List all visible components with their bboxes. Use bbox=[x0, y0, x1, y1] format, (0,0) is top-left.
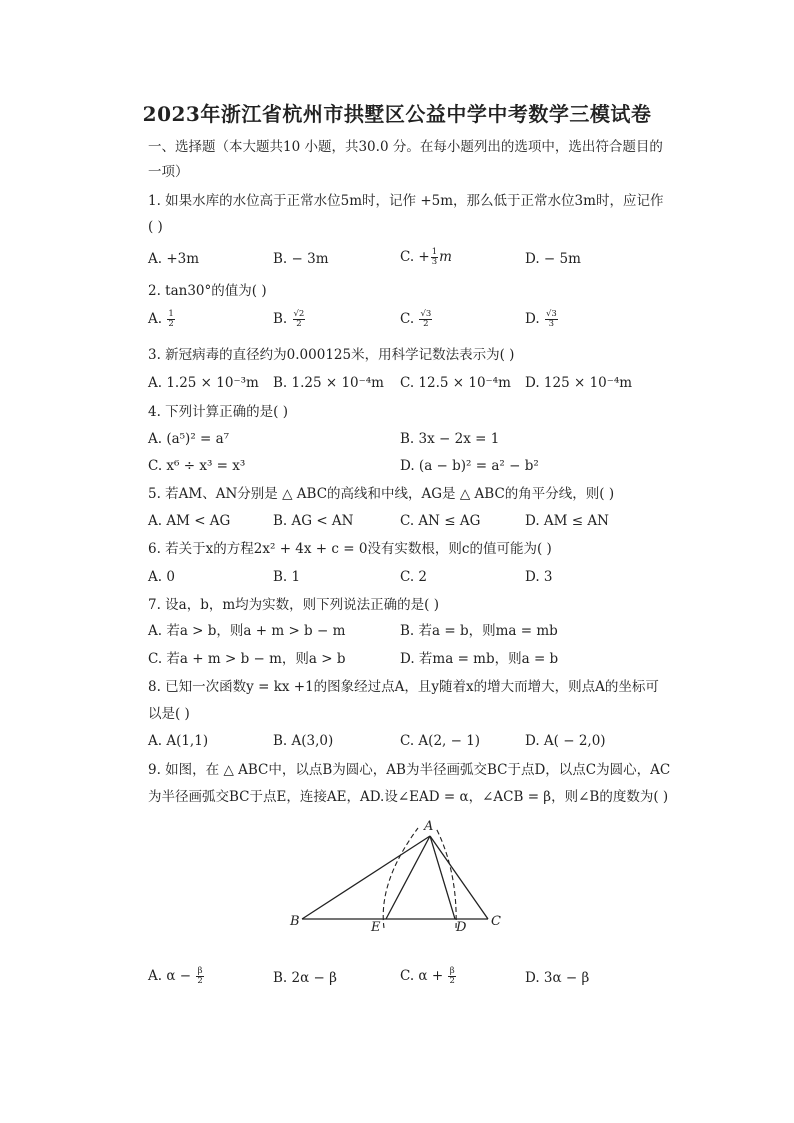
q4-option-a[interactable]: A. (a⁵)² = a⁷ bbox=[148, 431, 230, 447]
q5-option-c[interactable]: C. AN ≤ AG bbox=[400, 513, 481, 529]
q3-option-b[interactable]: B. 1.25 × 10⁻⁴m bbox=[273, 375, 384, 391]
fraction-numerator: β bbox=[449, 966, 455, 976]
fraction-numerator: β bbox=[197, 966, 203, 976]
q8-option-c[interactable]: C. A(2, − 1) bbox=[400, 733, 481, 749]
label-a: A bbox=[424, 819, 434, 834]
q3-option-d[interactable]: D. 125 × 10⁻⁴m bbox=[525, 375, 633, 391]
q9-option-c[interactable] bbox=[400, 967, 457, 986]
q7-option-d[interactable]: D. 若ma = mb，则a = b bbox=[400, 651, 559, 667]
question-4-stem: 4. 下列计算正确的是( ) bbox=[148, 404, 288, 420]
q9-option-c-prefix: C. α + bbox=[400, 968, 444, 984]
fraction-numerator: √3 bbox=[545, 309, 557, 319]
question-5-stem: 5. 若AM、AN分别是 △ ABC的高线和中线，AG是 △ ABC的角平分线，则( ) bbox=[148, 486, 615, 502]
q9-option-d[interactable]: D. 3α − β bbox=[525, 970, 590, 986]
segment-ae bbox=[386, 836, 430, 919]
fraction bbox=[167, 310, 174, 329]
question-1-blank: ( ) bbox=[148, 219, 163, 235]
label-c: C bbox=[491, 914, 501, 929]
fraction-numerator: √3 bbox=[420, 309, 432, 319]
question-8-stem-cont: 以是( ) bbox=[148, 706, 190, 722]
q7-option-b[interactable]: B. 若a = b，则ma = mb bbox=[400, 623, 558, 639]
q6-option-a[interactable]: A. 0 bbox=[148, 569, 175, 585]
q1-option-b[interactable]: B. − 3m bbox=[273, 251, 329, 267]
fraction-denominator: 2 bbox=[423, 319, 429, 329]
segment-ad bbox=[430, 836, 455, 919]
q7-option-a[interactable]: A. 若a > b，则a + m > b − m bbox=[148, 623, 346, 639]
q8-option-b[interactable]: B. A(3,0) bbox=[273, 733, 334, 749]
q2-option-b[interactable] bbox=[273, 310, 306, 329]
q3-option-a[interactable]: A. 1.25 × 10⁻³m bbox=[148, 375, 259, 391]
fraction bbox=[431, 248, 438, 267]
fraction bbox=[448, 967, 455, 986]
q1-option-d[interactable]: D. − 5m bbox=[525, 251, 581, 267]
option-label: C. bbox=[400, 311, 415, 327]
question-8-stem: 8. 已知一次函数y = kx +1的图象经过点A，且y随着x的增大而增大，则点A的坐标可 bbox=[148, 679, 659, 695]
q4-option-b[interactable]: B. 3x − 2x = 1 bbox=[400, 431, 500, 447]
fraction bbox=[293, 310, 306, 329]
arc-centered-c bbox=[383, 828, 418, 928]
fraction-numerator: √2 bbox=[293, 309, 305, 319]
q6-option-b[interactable]: B. 1 bbox=[273, 569, 301, 585]
q1-option-a[interactable]: A. +3m bbox=[148, 251, 200, 267]
fraction-denominator: 2 bbox=[168, 319, 174, 329]
q1-option-c[interactable] bbox=[400, 248, 452, 267]
question-9-stem-cont: 为半径画弧交BC于点E，连接AE，AD.设∠EAD = α，∠ACB = β，则∠B的度数为( ) bbox=[148, 789, 669, 805]
q4-option-c[interactable]: C. x⁶ ÷ x³ = x³ bbox=[148, 458, 246, 474]
question-9-stem: 9. 如图，在 △ ABC中，以点B为圆心，AB为半径画弧交BC于点D，以点C为圆心，AC bbox=[148, 762, 671, 778]
question-3-stem: 3. 新冠病毒的直径约为0.000125米，用科学记数法表示为( ) bbox=[148, 347, 515, 363]
fraction bbox=[196, 967, 203, 986]
page-title: 2023年浙江省杭州市拱墅区公益中学中考数学三模试卷 bbox=[142, 102, 652, 126]
segment-ab bbox=[302, 836, 430, 919]
label-e: E bbox=[371, 920, 381, 935]
q8-option-d[interactable]: D. A( − 2,0) bbox=[525, 733, 606, 749]
q2-option-c[interactable] bbox=[400, 310, 433, 329]
label-b: B bbox=[290, 914, 300, 929]
fraction-numerator: 1 bbox=[431, 247, 438, 257]
q1-option-c-prefix: C. + bbox=[400, 249, 430, 265]
fraction-numerator: 1 bbox=[168, 309, 174, 319]
fraction bbox=[545, 310, 558, 329]
q2-option-d[interactable] bbox=[525, 310, 559, 329]
triangle-figure bbox=[0, 812, 794, 952]
fraction bbox=[419, 310, 432, 329]
q9-option-a[interactable] bbox=[148, 967, 205, 986]
question-6-stem: 6. 若关于x的方程2x² + 4x + c = 0没有实数根，则c的值可能为( ) bbox=[148, 541, 552, 557]
segment-ac bbox=[430, 836, 488, 919]
fraction-denominator: 2 bbox=[197, 976, 203, 986]
q7-option-c[interactable]: C. 若a + m > b − m，则a > b bbox=[148, 651, 346, 667]
q5-option-a[interactable]: A. AM < AG bbox=[148, 513, 231, 529]
fraction-denominator: 3 bbox=[431, 257, 438, 267]
fraction-denominator: 3 bbox=[548, 319, 555, 329]
q8-option-a[interactable]: A. A(1,1) bbox=[148, 733, 209, 749]
q9-option-a-prefix: A. α − bbox=[148, 968, 192, 984]
q5-option-d[interactable]: D. AM ≤ AN bbox=[525, 513, 609, 529]
option-label: A. bbox=[148, 311, 163, 327]
q5-option-b[interactable]: B. AG < AN bbox=[273, 513, 354, 529]
option-label: B. bbox=[273, 311, 288, 327]
fraction-denominator: 2 bbox=[296, 319, 302, 329]
fraction-denominator: 2 bbox=[449, 976, 455, 986]
question-7-stem: 7. 设a，b，m均为实数，则下列说法正确的是( ) bbox=[148, 597, 439, 613]
q6-option-d[interactable]: D. 3 bbox=[525, 569, 553, 585]
section-heading: 一、选择题（本大题共10 小题，共30.0 分。在每小题列出的选项中，选出符合题目的 bbox=[148, 139, 663, 155]
q3-option-c[interactable]: C. 12.5 × 10⁻⁴m bbox=[400, 375, 511, 391]
option-label: D. bbox=[525, 311, 540, 327]
q6-option-c[interactable]: C. 2 bbox=[400, 569, 428, 585]
section-heading-cont: 一项） bbox=[148, 164, 189, 180]
q1-option-c-unit: m bbox=[439, 249, 452, 265]
q9-option-b[interactable]: B. 2α − β bbox=[273, 970, 337, 986]
label-d: D bbox=[456, 920, 467, 935]
question-2-stem: 2. tan30°的值为( ) bbox=[148, 283, 267, 299]
q4-option-d[interactable]: D. (a − b)² = a² − b² bbox=[400, 458, 539, 474]
question-1-stem: 1. 如果水库的水位高于正常水位5m时，记作 +5m，那么低于正常水位3m时，应记作 bbox=[148, 193, 664, 209]
q2-option-a[interactable] bbox=[148, 310, 176, 329]
